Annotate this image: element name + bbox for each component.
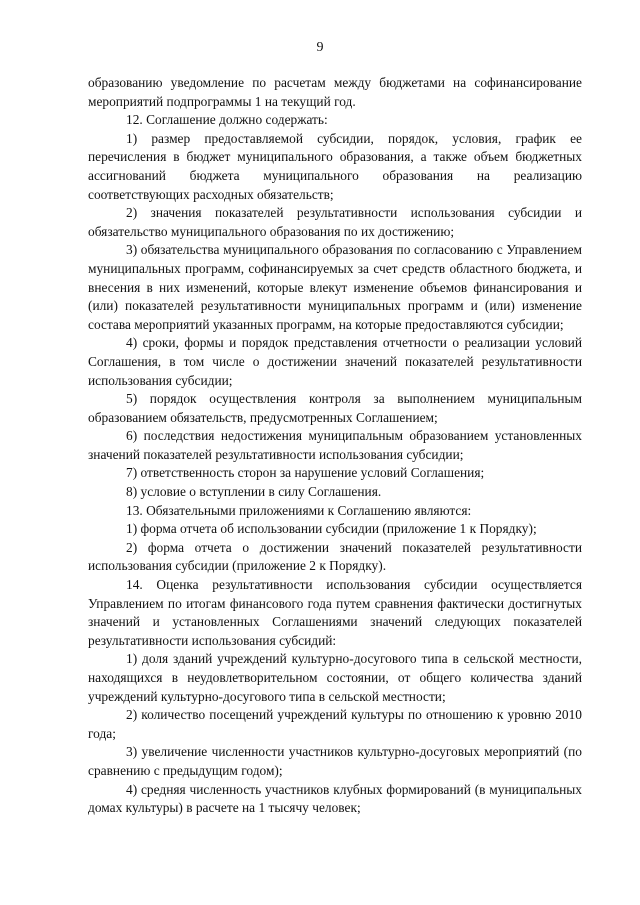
paragraph-item: 5) порядок осуществления контроля за выполнением муниципальным образованием обязательств, предусмотренных Соглашением; bbox=[88, 391, 582, 425]
paragraph-section-13: 13. Обязательными приложениями к Соглашению являются: bbox=[126, 502, 472, 518]
paragraph-item: 7) ответственность сторон за нарушение условий Соглашения; bbox=[126, 465, 485, 481]
page-number: 9 bbox=[316, 40, 324, 55]
paragraph-continuation: образованию уведомление по расчетам между бюджетами на софинансирование мероприятий подпрограммы 1 на текущий год. bbox=[88, 75, 582, 109]
paragraph-item: 3) обязательства муниципального образования по согласованию с Управлением муниципальных программ, софинансируемых за счет средств областного бюджета, и внесения в них изменений, которые влекут изменение объемов финансирования и (или) показателей результативности муниципальных программ и (или) изменение состава мероприятий указанных программ, на которые предоставляются субсидии; bbox=[88, 242, 582, 332]
paragraph-item: 2) значения показателей результативности использования субсидии и обязательство муниципального образования по их достижению; bbox=[88, 205, 582, 239]
paragraph-item: 3) увеличение численности участников культурно-досуговых мероприятий (по сравнению с предыдущим годом); bbox=[88, 744, 582, 778]
paragraph-item: 8) условие о вступлении в силу Соглашения. bbox=[126, 484, 382, 500]
paragraph-item: 4) сроки, формы и порядок представления отчетности о реализации условий Соглашения, в том числе о достижении значений показателей результативности использования субсидии; bbox=[88, 335, 582, 388]
paragraph-section-12: 12. Соглашение должно содержать: bbox=[126, 112, 328, 128]
paragraph-item: 2) количество посещений учреждений культуры по отношению к уровню 2010 года; bbox=[88, 707, 582, 741]
paragraph-item: 2) форма отчета о достижении значений показателей результативности использования субсидии (приложение 2 к Порядку). bbox=[88, 539, 582, 574]
paragraph-item: 1) форма отчета об использовании субсидии (приложение 1 к Порядку); bbox=[126, 521, 537, 537]
paragraph-item: 1) доля зданий учреждений культурно-досугового типа в сельской местности, находящихся в неудовлетворительном состоянии, от общего количества зданий учреждений культурно-досугового типа в сельской местности; bbox=[88, 651, 582, 704]
document-body bbox=[88, 74, 582, 818]
paragraph-item: 1) размер предоставляемой субсидии, порядок, условия, график ее перечисления в бюджет муниципального образования, а также объем бюджетных ассигнований бюджета муниципального образования на реализацию соответствующих расходных обязательств; bbox=[88, 130, 582, 202]
paragraph-section-14: 14. Оценка результативности использования субсидии осуществляется Управлением по итогам финансового года путем сравнения фактически достигнутых значений и установленных Соглашениями значений следующих показателей результативности использования субсидий: bbox=[88, 577, 582, 648]
paragraph-item: 4) средняя численность участников клубных формирований (в муниципальных домах культуры) в расчете на 1 тысячу человек; bbox=[88, 781, 582, 816]
paragraph-item: 6) последствия недостижения муниципальным образованием установленных значений показателей результативности использования субсидии; bbox=[88, 428, 582, 462]
